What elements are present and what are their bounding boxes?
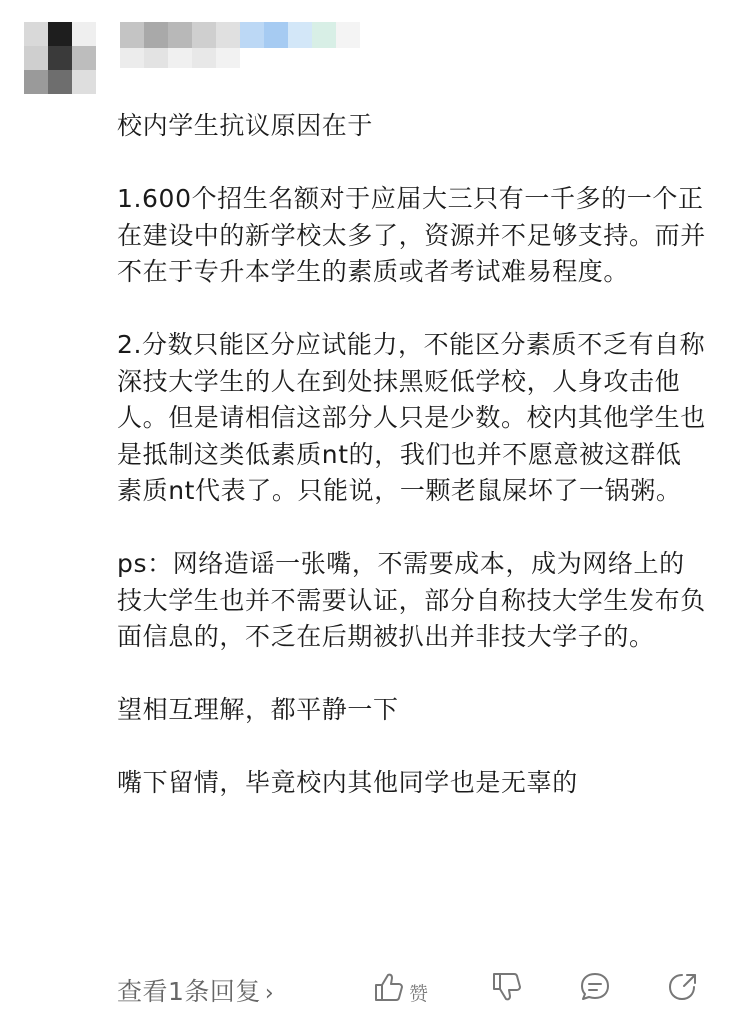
dislike-button[interactable] <box>490 970 524 1004</box>
comment-paragraph: 嘴下留情，毕竟校内其他同学也是无辜的 <box>117 768 578 797</box>
chevron-right-icon: › <box>264 981 275 1006</box>
comment-action-bar <box>0 966 733 1014</box>
username-blurred[interactable] <box>120 22 360 48</box>
like-label: 赞 <box>409 983 429 1005</box>
like-button[interactable] <box>372 970 429 1005</box>
thumbs-up-icon <box>372 970 406 1004</box>
view-replies-link[interactable] <box>117 972 274 1008</box>
username-blurred-row2 <box>120 48 240 68</box>
comment-paragraph: 望相互理解，都平静一下 <box>117 695 399 724</box>
share-button[interactable] <box>666 970 700 1004</box>
comment-paragraph: 校内学生抗议原因在于 <box>117 111 374 140</box>
avatar[interactable] <box>24 22 96 94</box>
thumbs-down-icon <box>490 970 524 1004</box>
reply-button[interactable] <box>578 970 612 1004</box>
comment-paragraph: 2.分数只能区分应试能力，不能区分素质不乏有自称深技大学生的人在到处抹黑贬低学校，人身攻击他人。但是请相信这部分人只是少数。校内其他学生也是抵制这类低素质nt的，我们也并不愿意被这群低素质nt代表了。只能说，一颗老鼠屎坏了一锅粥。 <box>117 330 706 505</box>
comment-paragraph: ps：网络造谣一张嘴，不需要成本，成为网络上的技大学生也并不需要认证，部分自称技大学生发布负面信息的，不乏在后期被扒出并非技大学子的。 <box>117 549 706 651</box>
comment-body <box>117 108 707 802</box>
comment-bubble-icon <box>578 970 612 1004</box>
comment-paragraph: 1.600个招生名额对于应届大三只有一千多的一个正在建设中的新学校太多了，资源并不足够支持。而并不在于专升本学生的素质或者考试难易程度。 <box>117 184 706 286</box>
share-icon <box>666 970 700 1004</box>
view-replies-label: 查看1条回复 <box>117 977 261 1006</box>
